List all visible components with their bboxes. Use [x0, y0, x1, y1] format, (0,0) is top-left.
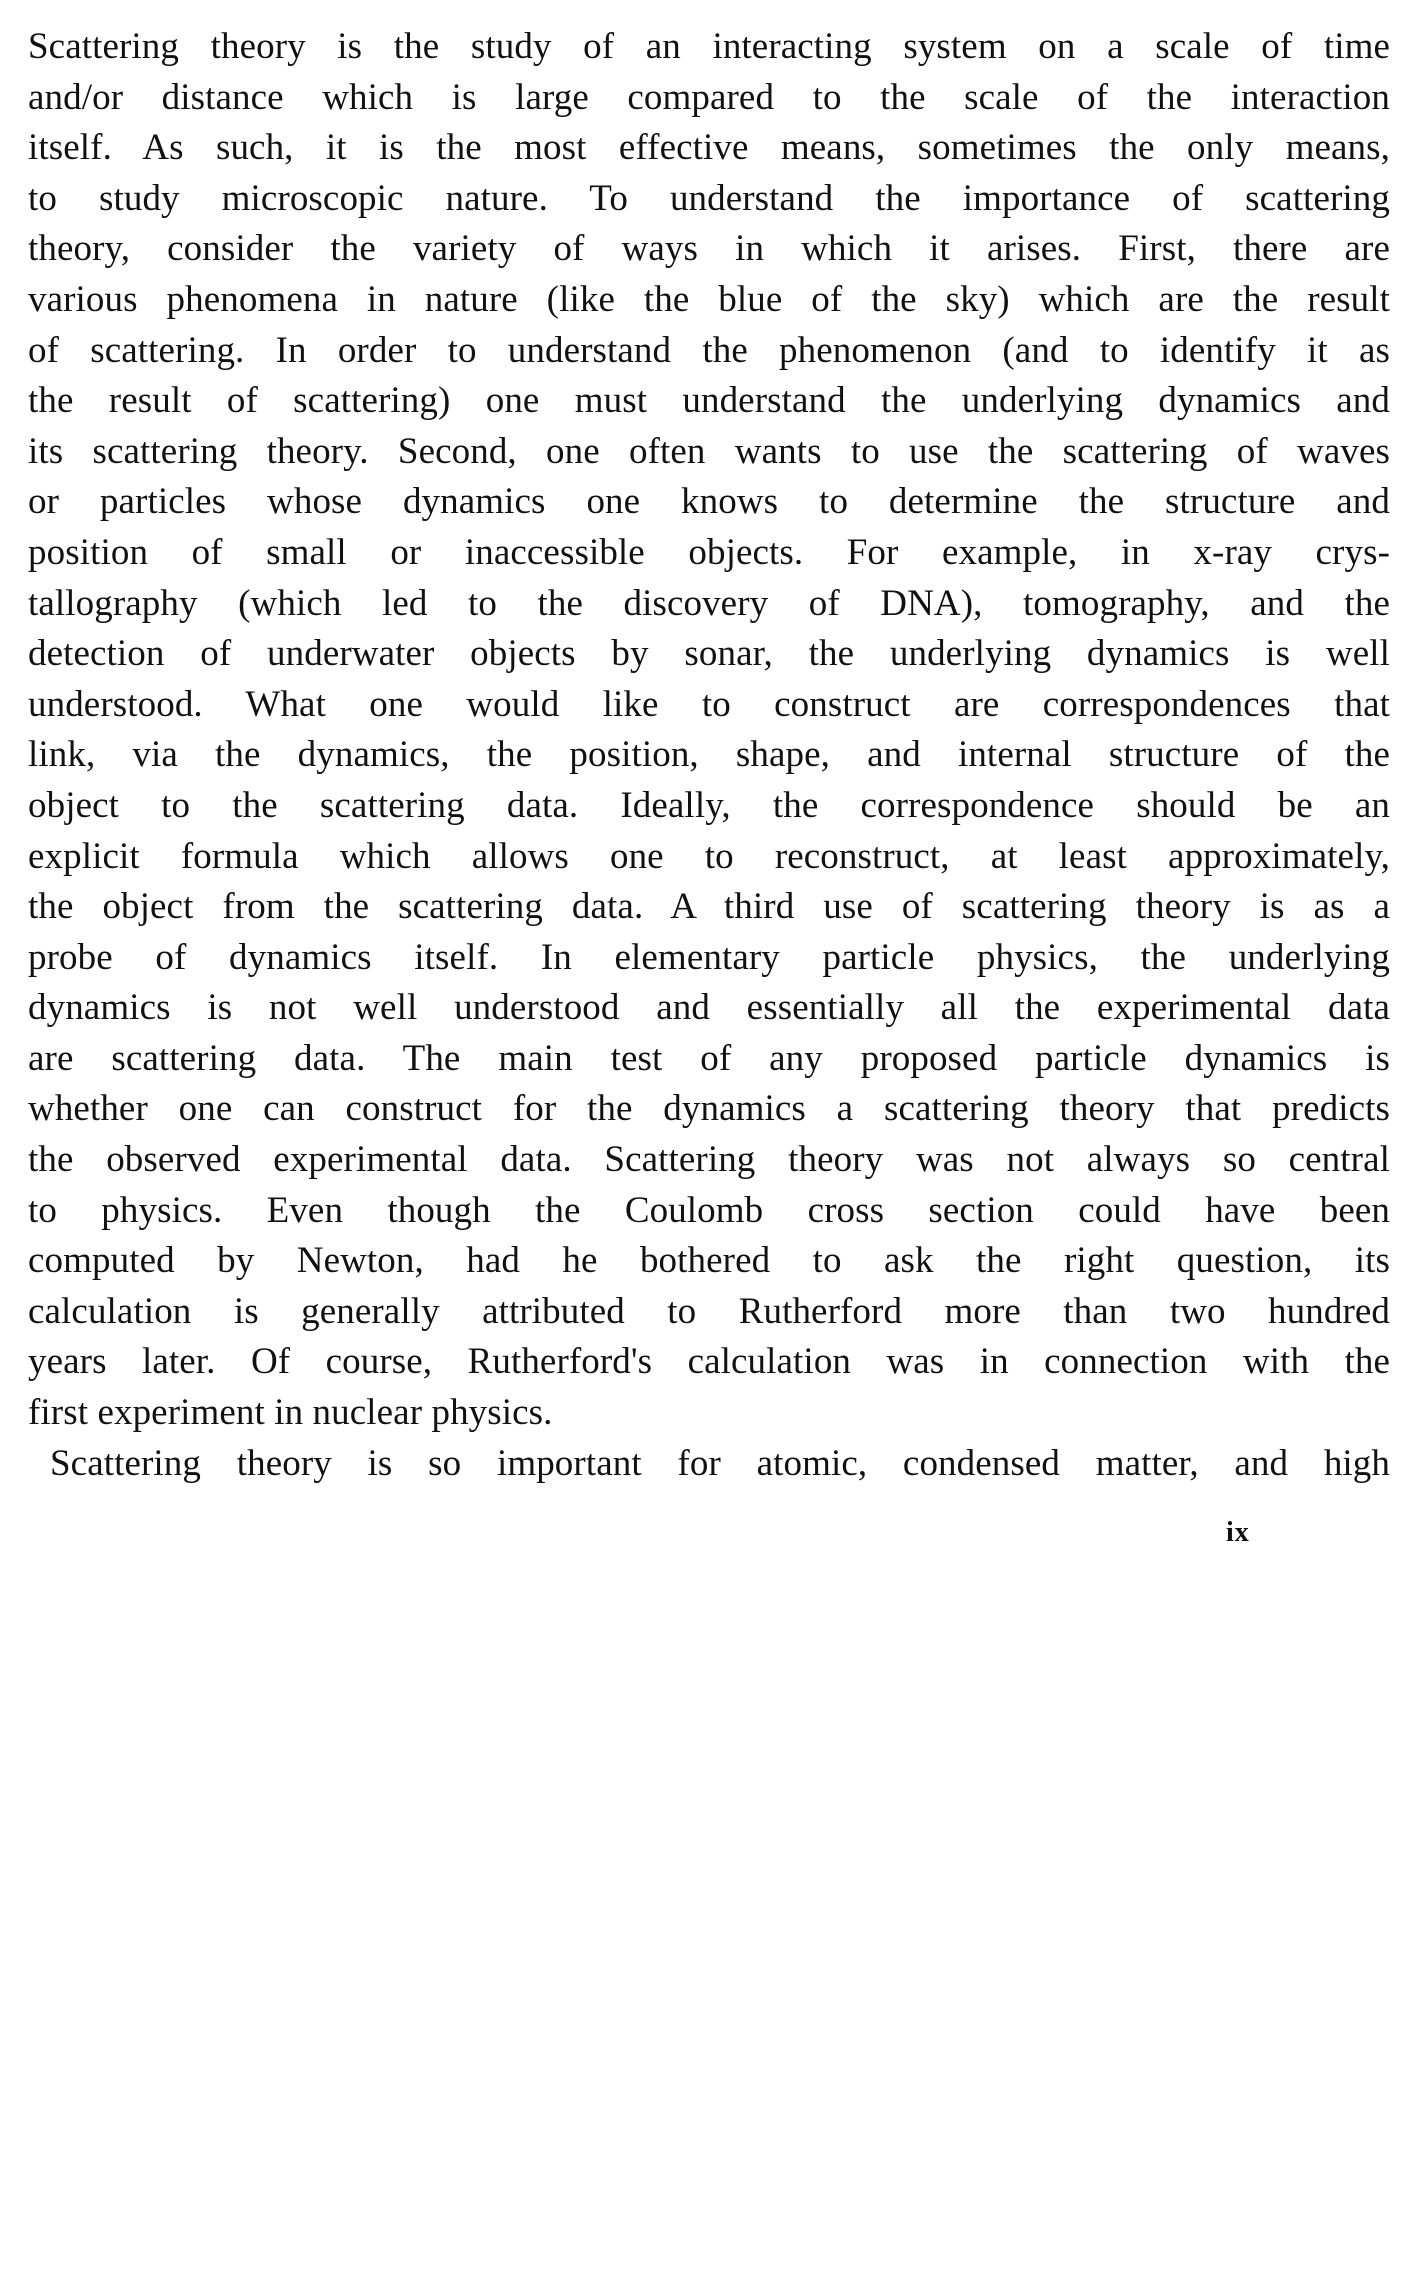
text-line: the observed experimental data. Scattering theory was not always so central	[28, 1139, 1390, 1181]
text-line: its scattering theory. Second, one often wants to use the scattering of waves	[28, 430, 1390, 472]
text-line: theory, consider the variety of ways in which it arises. First, there are	[28, 228, 1390, 270]
text-line: object to the scattering data. Ideally, the correspondence should be an	[28, 784, 1390, 826]
text-line: or particles whose dynamics one knows to determine the structure and	[28, 481, 1390, 523]
text-line: position of small or inaccessible objects. For example, in x-ray crys-	[28, 531, 1390, 573]
paragraph-1	[28, 22, 1390, 1439]
text-line: various phenomena in nature (like the blue of the sky) which are the result	[28, 278, 1390, 320]
text-line: are scattering data. The main test of any proposed particle dynamics is	[28, 1037, 1390, 1079]
text-line: the object from the scattering data. A third use of scattering theory is as a	[28, 886, 1390, 928]
text-line: explicit formula which allows one to reconstruct, at least approximately,	[28, 835, 1390, 877]
text-line: first experiment in nuclear physics.	[28, 1392, 553, 1434]
text-line: dynamics is not well understood and essentially all the experimental data	[28, 987, 1390, 1029]
text-line: Scattering theory is the study of an interacting system on a scale of time	[28, 26, 1390, 67]
paragraph-2	[28, 1439, 1390, 1490]
body-text	[28, 22, 1390, 1489]
text-line: the result of scattering) one must understand the underlying dynamics and	[28, 380, 1390, 422]
text-line: itself. As such, it is the most effective means, sometimes the only means,	[28, 127, 1390, 169]
text-line: and/or distance which is large compared to the scale of the interaction	[28, 76, 1390, 118]
text-line: Scattering theory is so important for atomic, condensed matter, and high	[50, 1442, 1390, 1484]
text-line: tallography (which led to the discovery of DNA), tomography, and the	[28, 582, 1390, 624]
text-line: detection of underwater objects by sonar, the underlying dynamics is well	[28, 633, 1390, 675]
text-line: of scattering. In order to understand the phenomenon (and to identify it as	[28, 329, 1390, 371]
text-line: probe of dynamics itself. In elementary particle physics, the underlying	[28, 936, 1390, 978]
text-line: whether one can construct for the dynamics a scattering theory that predicts	[28, 1088, 1390, 1130]
text-line: years later. Of course, Rutherford's calculation was in connection with the	[28, 1341, 1390, 1383]
text-line: understood. What one would like to construct are correspondences that	[28, 683, 1390, 725]
page-number: ix	[1226, 1517, 1250, 1548]
text-line: to physics. Even though the Coulomb cross section could have been	[28, 1189, 1390, 1231]
text-line: to study microscopic nature. To understand the importance of scattering	[28, 177, 1390, 219]
text-line: calculation is generally attributed to Rutherford more than two hundred	[28, 1290, 1390, 1332]
text-line: computed by Newton, had he bothered to ask the right question, its	[28, 1240, 1390, 1282]
text-line: link, via the dynamics, the position, shape, and internal structure of the	[28, 734, 1390, 776]
